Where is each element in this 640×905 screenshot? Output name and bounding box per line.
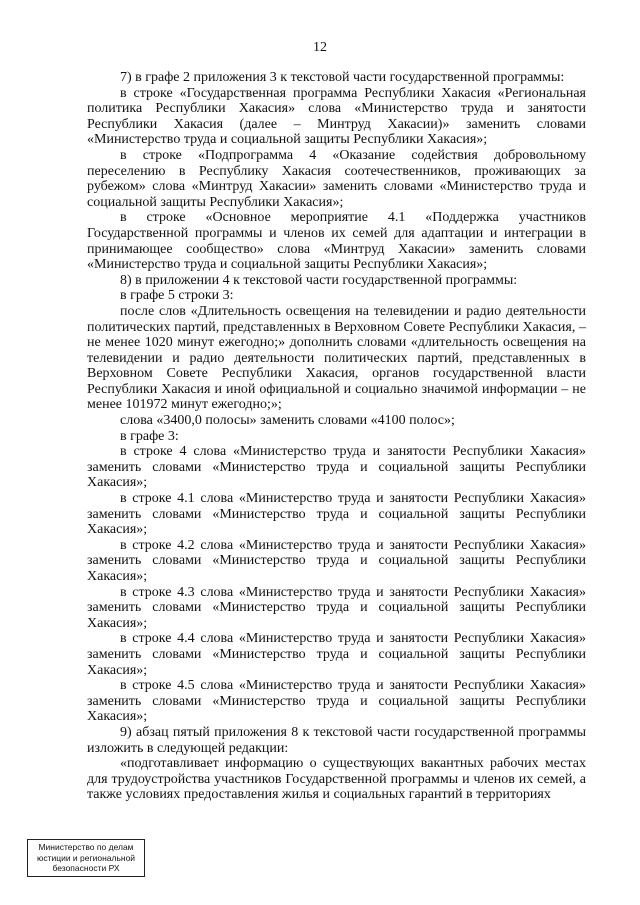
registration-stamp bbox=[27, 839, 145, 877]
paragraph: в графе 3: bbox=[120, 428, 179, 444]
page-number: 12 bbox=[313, 40, 327, 55]
paragraph: в строке 4.2 слова «Министерство труда и занятости Республики Хакасия» заменить словами «Министерство труда и социальной защиты Республики Хакасия»; bbox=[87, 537, 586, 584]
paragraph: «подготавливает информацию о существующих вакантных рабочих местах для трудоустройства участников Государственной программы и членов их семей, а также условиях предоставления жилья и социальных гарантий в территориях bbox=[87, 756, 586, 803]
stamp-line: безопасности РХ bbox=[52, 863, 120, 873]
paragraph: в строке «Основное мероприятие 4.1 «Поддержка участников Государственной программы и членов их семей для адаптации и интеграции в принимающее сообщество» слова «Минтруд Хакасии» заменить словами «Министерство труда и социальной защиты Республики Хакасия»; bbox=[87, 210, 586, 273]
stamp-line: Министерство по делам bbox=[38, 842, 134, 852]
paragraph: 7) в графе 2 приложения 3 к текстовой части государственной программы: bbox=[120, 70, 565, 85]
paragraph: в строке 4 слова «Министерство труда и занятости Республики Хакасия» заменить словами «Министерство труда и социальной защиты Республики Хакасия»; bbox=[87, 444, 586, 491]
stamp-line: юстиции и региональной bbox=[36, 852, 136, 863]
paragraph: 9) абзац пятый приложения 8 к текстовой части государственной программы изложить в следующей редакции: bbox=[87, 724, 586, 756]
paragraph: в строке 4.3 слова «Министерство труда и занятости Республики Хакасия» заменить словами «Министерство труда и социальной защиты Республики Хакасия»; bbox=[87, 584, 586, 631]
paragraph: слова «3400,0 полосы» заменить словами «4100 полос»; bbox=[120, 413, 455, 429]
paragraph: в строке 4.4 слова «Министерство труда и занятости Республики Хакасия» заменить словами «Министерство труда и социальной защиты Республики Хакасия»; bbox=[87, 631, 586, 678]
paragraph: после слов «Длительность освещения на телевидении и радио деятельности политических партий, представленных в Верховном Совете Республики Хакасия, – не менее 1020 минут ежегодно;» дополнить словами «длительность освещения на телевидении и радио деятельности политических партий, представленных в Верховном Совете Республики Хакасия, органов государственной власти Республики Хакасия и иной официальной и социально значимой информации – не менее 101972 минут ежегодно;»; bbox=[87, 303, 586, 413]
paragraph: 8) в приложении 4 к текстовой части государственной программы: bbox=[120, 272, 518, 288]
paragraph: в строке 4.5 слова «Министерство труда и занятости Республики Хакасия» заменить словами «Министерство труда и социальной защиты Республики Хакасия»; bbox=[87, 678, 586, 725]
paragraph: в строке 4.1 слова «Министерство труда и занятости Республики Хакасия» заменить словами «Министерство труда и социальной защиты Республики Хакасия»; bbox=[87, 491, 586, 538]
document-body bbox=[87, 70, 586, 803]
paragraph: в графе 5 строки 3: bbox=[120, 288, 234, 304]
paragraph: в строке «Подпрограмма 4 «Оказание содействия добровольному переселению в Республику Хакасия соотечественников, проживающих за рубежом» слова «Минтруд Хакасии» заменить словами «Министерство труда и социальной защиты Республики Хакасия»; bbox=[87, 147, 586, 210]
paragraph: в строке «Государственная программа Республики Хакасия «Региональная политика Республики Хакасия» слова «Министерство труда и занятости Республики Хакасия (далее – Минтруд Хакасии)» заменить словами «Министерство труда и социальной защиты Республики Хакасия»; bbox=[87, 85, 586, 148]
